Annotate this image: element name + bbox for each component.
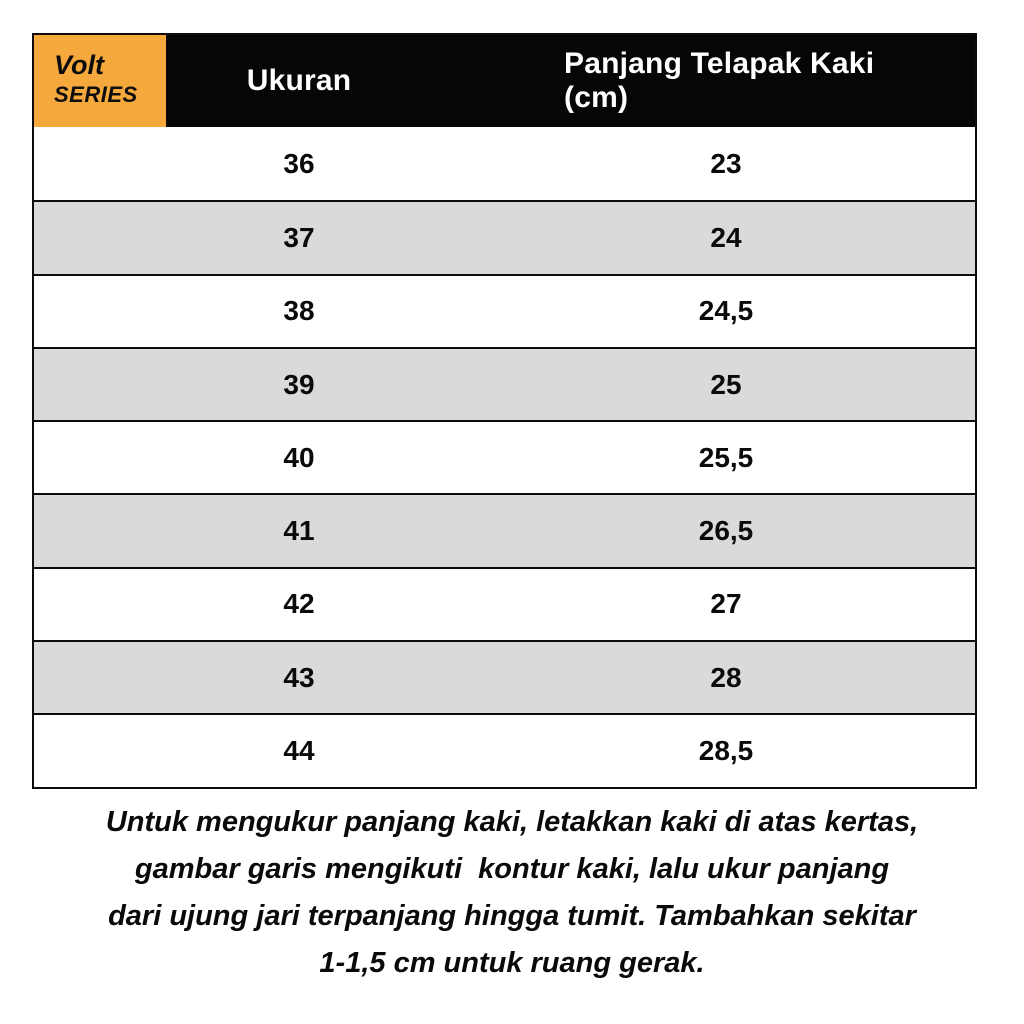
size-cell: 42	[283, 588, 315, 620]
size-cell: 43	[283, 661, 315, 693]
table-row	[34, 347, 975, 420]
table-row	[34, 200, 975, 273]
length-cell: 24,5	[698, 295, 754, 327]
size-cell: 44	[283, 735, 315, 767]
size-cell: 41	[283, 515, 315, 547]
table-row	[34, 493, 975, 566]
length-cell: 25	[710, 368, 742, 400]
note-line: dari ujung jari terpanjang hingga tumit. Tambahkan sekitar	[108, 900, 916, 932]
note-line: gambar garis mengikuti kontur kaki, lalu ukur panjang	[134, 853, 890, 885]
column-header-foot-length: Panjang Telapak Kaki (cm)	[564, 47, 875, 114]
table-row	[34, 420, 975, 493]
size-table	[32, 33, 977, 789]
size-cell: 39	[283, 368, 315, 400]
length-cell: 24	[710, 221, 742, 253]
length-cell: 28	[710, 661, 742, 693]
size-cell: 38	[283, 295, 315, 327]
table-header	[34, 35, 975, 127]
size-cell: 37	[283, 221, 315, 253]
table-row	[34, 713, 975, 786]
table-row	[34, 567, 975, 640]
note-line: 1-1,5 cm untuk ruang gerak.	[319, 947, 705, 979]
length-cell: 25,5	[698, 441, 754, 473]
table-row	[34, 640, 975, 713]
badge-series-word: SERIES	[54, 82, 138, 107]
length-cell: 26,5	[698, 515, 754, 547]
measurement-note	[0, 799, 1024, 987]
table-row	[34, 127, 975, 200]
length-cell: 28,5	[698, 735, 754, 767]
note-line: Untuk mengukur panjang kaki, letakkan kaki di atas kertas,	[105, 806, 919, 838]
length-cell: 23	[710, 147, 742, 179]
length-cell: 27	[710, 588, 742, 620]
column-header-size: Ukuran	[246, 64, 352, 97]
table-row	[34, 274, 975, 347]
badge-series-name: Volt	[54, 50, 104, 80]
size-cell: 36	[283, 147, 315, 179]
series-badge	[34, 35, 166, 127]
size-cell: 40	[283, 441, 315, 473]
